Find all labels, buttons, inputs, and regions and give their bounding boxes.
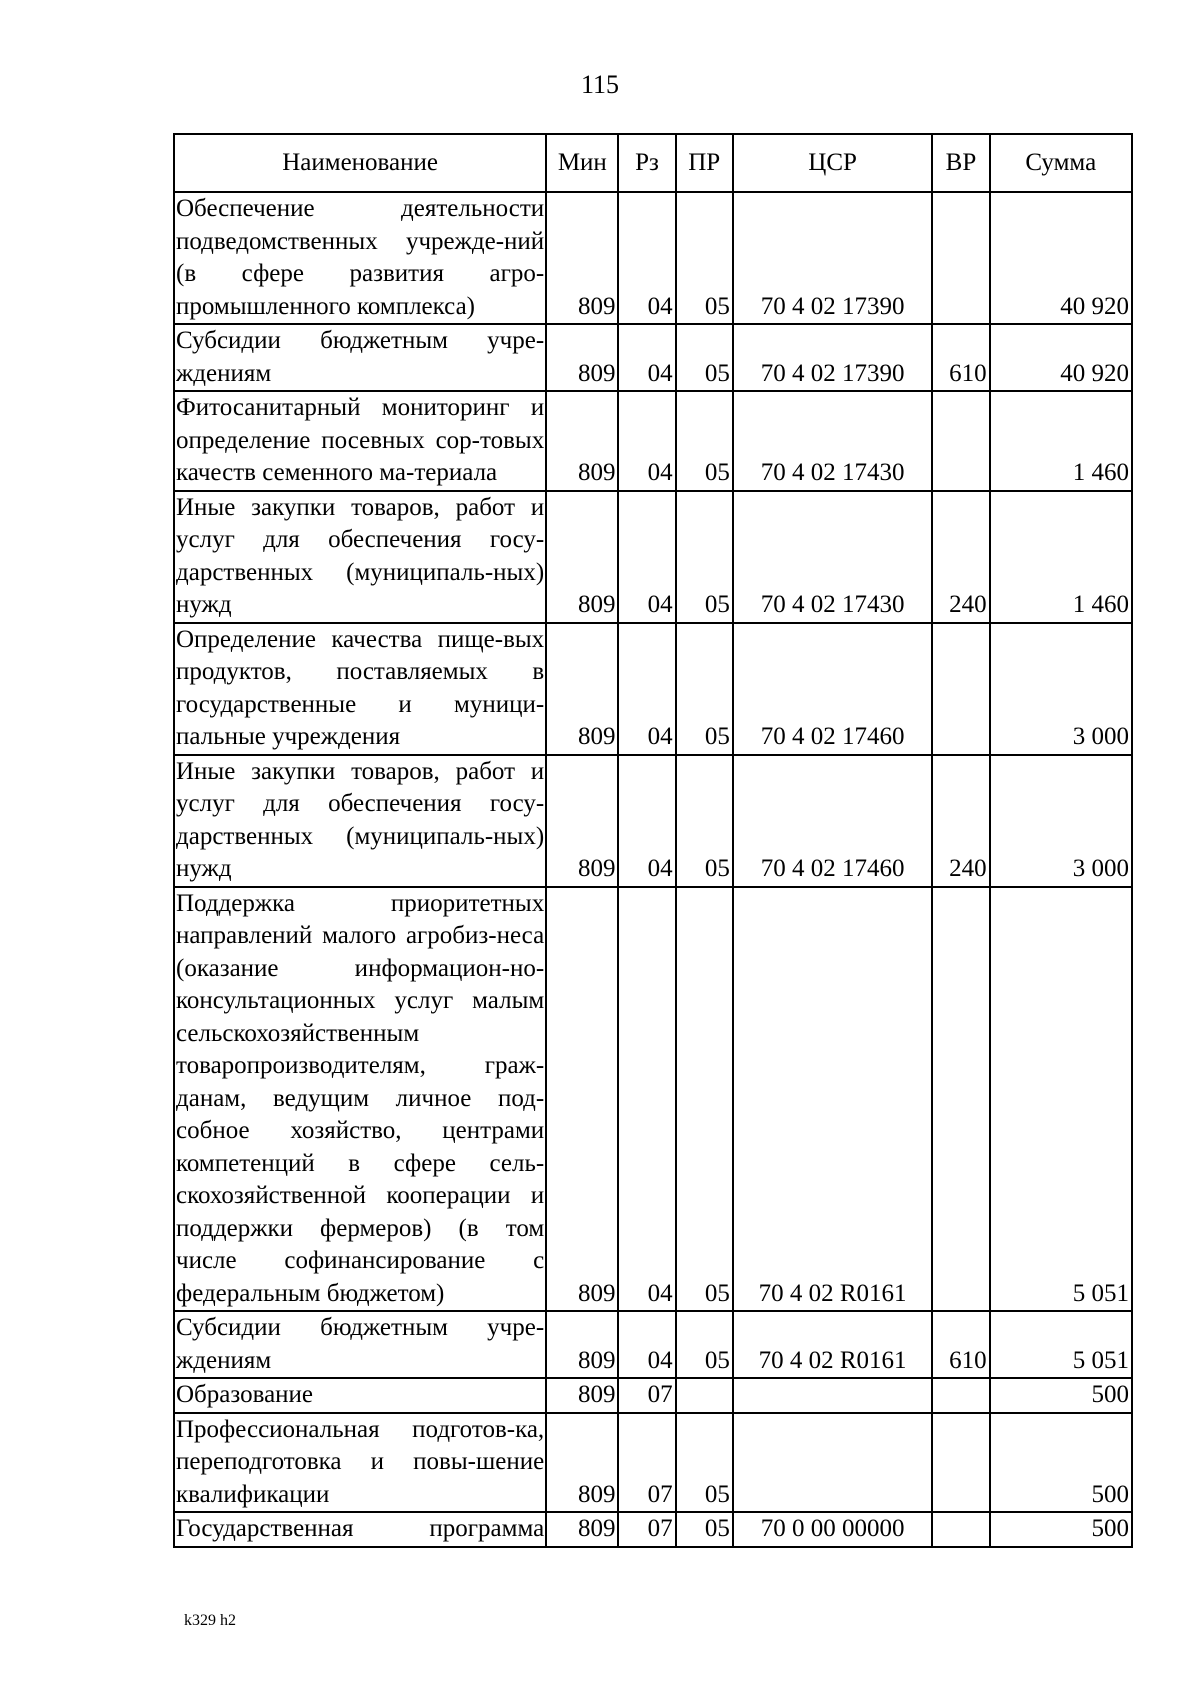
header-min: Мин	[546, 134, 618, 192]
budget-table	[173, 133, 1133, 1548]
header-csr: ЦСР	[733, 134, 933, 192]
row-sum: 1 460	[990, 491, 1132, 623]
row-sum: 40 920	[990, 324, 1132, 391]
row-min: 809	[546, 887, 618, 1312]
row-name: Поддержка приоритетных направлений малого агробиз-неса (оказание информацион-но-консультационных услуг малым сельскохозяйственным товаропроизводителям, граж-данам, ведущим личное под-собное хозяйство, центрами компетенций в сфере сель-скохозяйственной кооперации и поддержки фермеров) (в том числе софинансирование с федеральным бюджетом)	[174, 887, 546, 1312]
table-row	[174, 391, 1132, 491]
row-sum: 500	[990, 1378, 1132, 1413]
row-pr: 05	[676, 192, 733, 324]
row-csr	[733, 1413, 933, 1513]
row-csr: 70 4 02 17430	[733, 391, 933, 491]
row-rz: 07	[618, 1413, 675, 1513]
page-number: 115	[580, 70, 620, 99]
header-sum: Сумма	[990, 134, 1132, 192]
row-sum: 3 000	[990, 623, 1132, 755]
table-row	[174, 491, 1132, 623]
row-min: 809	[546, 391, 618, 491]
row-name: Субсидии бюджетным учре-ждениям	[174, 324, 546, 391]
row-sum: 40 920	[990, 192, 1132, 324]
footer-code: k329 h2	[184, 1612, 236, 1629]
row-sum: 5 051	[990, 887, 1132, 1312]
table-header-row	[174, 134, 1132, 192]
row-vr: 240	[932, 755, 989, 887]
row-vr: 610	[932, 324, 989, 391]
row-rz: 04	[618, 391, 675, 491]
row-csr	[733, 1378, 933, 1413]
row-rz: 07	[618, 1512, 675, 1547]
row-min: 809	[546, 324, 618, 391]
row-csr: 70 4 02 17460	[733, 755, 933, 887]
row-name: Обеспечение деятельности подведомственных учрежде-ний (в сфере развития агро-промышленного комплекса)	[174, 192, 546, 324]
row-name: Иные закупки товаров, работ и услуг для обеспечения госу-дарственных (муниципаль-ных) нужд	[174, 491, 546, 623]
row-name: Иные закупки товаров, работ и услуг для обеспечения госу-дарственных (муниципаль-ных) нужд	[174, 755, 546, 887]
row-csr: 70 4 02 R0161	[733, 1311, 933, 1378]
row-vr	[932, 623, 989, 755]
row-csr: 70 0 00 00000	[733, 1512, 933, 1547]
row-rz: 04	[618, 887, 675, 1312]
row-rz: 04	[618, 491, 675, 623]
row-pr: 05	[676, 1512, 733, 1547]
row-min: 809	[546, 1512, 618, 1547]
row-pr: 05	[676, 623, 733, 755]
row-vr	[932, 391, 989, 491]
row-vr: 240	[932, 491, 989, 623]
row-min: 809	[546, 491, 618, 623]
table-row	[174, 1311, 1132, 1378]
row-name: Определение качества пище-вых продуктов, поставляемых в государственные и муници-пальные учреждения	[174, 623, 546, 755]
row-rz: 07	[618, 1378, 675, 1413]
row-sum: 5 051	[990, 1311, 1132, 1378]
row-csr: 70 4 02 17390	[733, 324, 933, 391]
row-rz: 04	[618, 623, 675, 755]
row-min: 809	[546, 623, 618, 755]
row-name: Образование	[174, 1378, 546, 1413]
row-name: Фитосанитарный мониторинг и определение посевных сор-товых качеств семенного ма-териала	[174, 391, 546, 491]
header-vr: ВР	[932, 134, 989, 192]
row-sum: 500	[990, 1512, 1132, 1547]
row-pr: 05	[676, 1413, 733, 1513]
row-vr	[932, 1378, 989, 1413]
row-csr: 70 4 02 17430	[733, 491, 933, 623]
row-vr	[932, 1413, 989, 1513]
row-vr: 610	[932, 1311, 989, 1378]
row-min: 809	[546, 755, 618, 887]
header-name: Наименование	[174, 134, 546, 192]
row-pr	[676, 1378, 733, 1413]
row-rz: 04	[618, 755, 675, 887]
row-min: 809	[546, 192, 618, 324]
row-pr: 05	[676, 887, 733, 1312]
row-csr: 70 4 02 R0161	[733, 887, 933, 1312]
row-pr: 05	[676, 324, 733, 391]
row-vr	[932, 887, 989, 1312]
row-sum: 500	[990, 1413, 1132, 1513]
row-min: 809	[546, 1311, 618, 1378]
table-row	[174, 324, 1132, 391]
row-vr	[932, 1512, 989, 1547]
table-row	[174, 755, 1132, 887]
row-rz: 04	[618, 192, 675, 324]
table-row	[174, 192, 1132, 324]
row-csr: 70 4 02 17390	[733, 192, 933, 324]
row-pr: 05	[676, 1311, 733, 1378]
row-name: Профессиональная подготов-ка, переподготовка и повы-шение квалификации	[174, 1413, 546, 1513]
row-min: 809	[546, 1378, 618, 1413]
table-row	[174, 1413, 1132, 1513]
row-pr: 05	[676, 755, 733, 887]
row-csr: 70 4 02 17460	[733, 623, 933, 755]
row-pr: 05	[676, 391, 733, 491]
row-min: 809	[546, 1413, 618, 1513]
row-name: Субсидии бюджетным учре-ждениям	[174, 1311, 546, 1378]
row-vr	[932, 192, 989, 324]
row-rz: 04	[618, 1311, 675, 1378]
row-sum: 1 460	[990, 391, 1132, 491]
table-row	[174, 1378, 1132, 1413]
header-rz: Рз	[618, 134, 675, 192]
row-name: Государственная программа	[174, 1512, 546, 1547]
row-pr: 05	[676, 491, 733, 623]
table-row	[174, 623, 1132, 755]
header-pr: ПР	[676, 134, 733, 192]
table-row	[174, 887, 1132, 1312]
table-row	[174, 1512, 1132, 1547]
row-rz: 04	[618, 324, 675, 391]
row-sum: 3 000	[990, 755, 1132, 887]
